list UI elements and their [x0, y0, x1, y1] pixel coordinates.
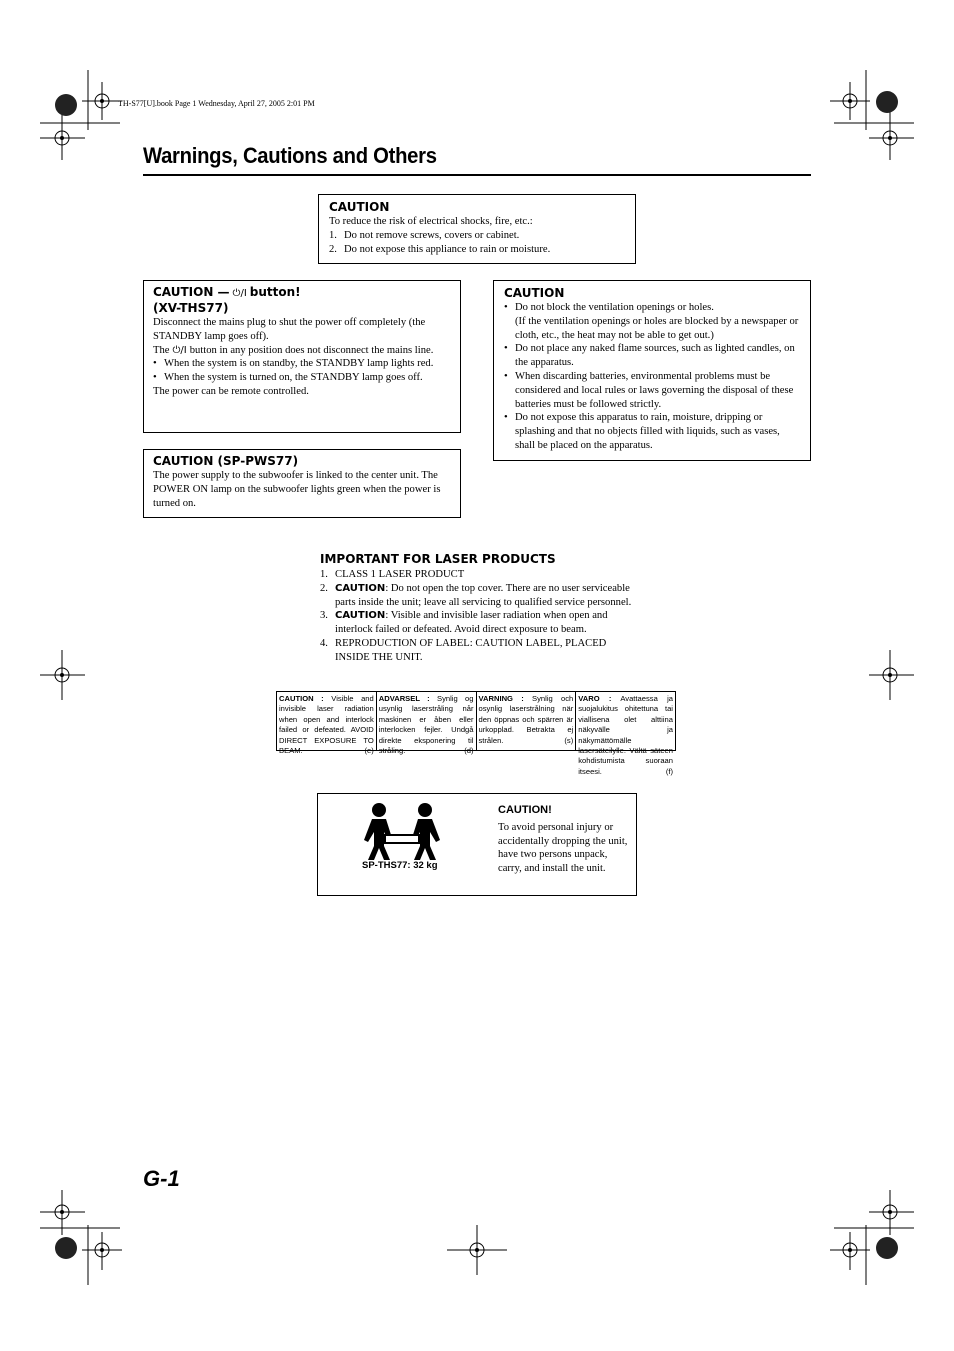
laser-list — [320, 568, 640, 665]
label-cell-finnish: VARO : Avattaessa ja suojalukitus ohitettuna tai viallisena olet alttiina näkyvälle ja näkymättömälle lasersäteilylle. Vältä säteen kohdistumista suoraan itseesi. (f) — [578, 694, 674, 777]
two-person-lift-icon — [362, 802, 442, 862]
weight-caution-heading: CAUTION! — [498, 804, 552, 816]
list-item: • Do not block the ventilation openings or holes. (If the ventilation openings or holes are blocked by a newspaper or cloth, etc., the heat may not be able to get out.) — [504, 301, 800, 342]
header-note: TH-S77[U].book Page 1 Wednesday, April 27, 2005 2:01 PM — [118, 99, 315, 108]
caution-button-p1: Disconnect the mains plug to shut the power off completely (the STANDBY lamp goes off). — [153, 317, 426, 342]
weight-caution-text: To avoid personal injury or accidentally dropping the unit, have two persons unpack, carry, and install the unit. — [498, 822, 628, 874]
list-item: 2. Do not expose this appliance to rain or moisture. — [329, 243, 551, 255]
caution-button-box — [143, 280, 461, 433]
caution-top-box — [318, 194, 636, 264]
list-item: • When the system is turned on, the STANDBY lamp goes off. — [153, 371, 451, 385]
caution-top-heading: CAUTION — [329, 200, 390, 214]
list-item: • Do not expose this apparatus to rain, moisture, dripping or splashing and that no objects filled with liquids, such as vases, shall be placed on the apparatus. — [504, 411, 800, 452]
laser-heading: IMPORTANT FOR LASER PRODUCTS — [320, 552, 556, 566]
power-icon: ⏻/I — [172, 344, 187, 356]
list-item: • When the system is on standby, the STANDBY lamp lights red. — [153, 357, 451, 371]
laser-caution-label — [276, 691, 676, 777]
list-item: 2. CAUTION: Do not open the top cover. There are no user serviceable parts inside the unit; leave all servicing to qualified service personnel. — [320, 582, 632, 608]
label-cell-danish: ADVARSEL : Synlig og usynlig laserstråling når maskinen er åben eller interlocken fejler. Undgå direkte eksponering til stråling. (d) — [377, 692, 477, 750]
list-item: 3. CAUTION: Visible and invisible laser radiation when open and interlock failed or defeated. Avoid direct exposure to beam. — [320, 610, 608, 636]
caution-button-list — [153, 357, 451, 385]
caution-button-p2: The ⏻/I button in any position does not disconnect the mains line. — [153, 344, 434, 356]
caution-button-model: (XV-THS77) — [153, 301, 229, 315]
label-cell-english: CAUTION : Visible and invisible laser radiation when open and interlock failed or defeated. AVOID DIRECT EXPOSURE TO BEAM. (e) — [277, 692, 377, 750]
caution-button-heading: CAUTION — ⏻/I button! — [153, 285, 301, 299]
power-icon: ⏻/I — [232, 288, 247, 299]
list-item: • Do not place any naked flame sources, such as lighted candles, on the apparatus. — [504, 342, 800, 370]
list-item: 1. Do not remove screws, covers or cabinet. — [329, 229, 520, 241]
caution-top-list — [329, 229, 625, 257]
model-weight: SP-THS77: 32 kg — [362, 860, 438, 871]
page-title: Warnings, Cautions and Others — [143, 143, 437, 168]
page-number: G-1 — [143, 1166, 180, 1191]
caution-right-box — [493, 280, 811, 461]
caution-right-heading: CAUTION — [504, 286, 565, 300]
caution-top-intro: To reduce the risk of electrical shocks, fire, etc.: — [329, 216, 533, 227]
label-cell-swedish: VARNING : Synlig och osynlig laserstrålning när den öppnas och spärren är urkopplad. Betrakta ej strålen. (s) — [477, 692, 577, 750]
list-item: • When discarding batteries, environmental problems must be considered and local rules or laws governing the disposal of these batteries must be followed strictly. — [504, 370, 800, 411]
caution-right-list — [504, 301, 800, 453]
caution-sp-heading: CAUTION (SP-PWS77) — [153, 454, 299, 468]
laser-section — [320, 552, 640, 665]
caution-sp-text: The power supply to the subwoofer is linked to the center unit. The POWER ON lamp on the subwoofer lights green when the power is turned on. — [153, 470, 441, 509]
list-item: 1. CLASS 1 LASER PRODUCT — [320, 569, 465, 580]
caution-button-p3: The power can be remote controlled. — [153, 385, 309, 397]
weight-caution-box — [317, 793, 637, 896]
title-rule — [143, 174, 811, 176]
caution-sp-box — [143, 449, 461, 518]
list-item: 4. REPRODUCTION OF LABEL: CAUTION LABEL, PLACED INSIDE THE UNIT. — [320, 637, 607, 663]
